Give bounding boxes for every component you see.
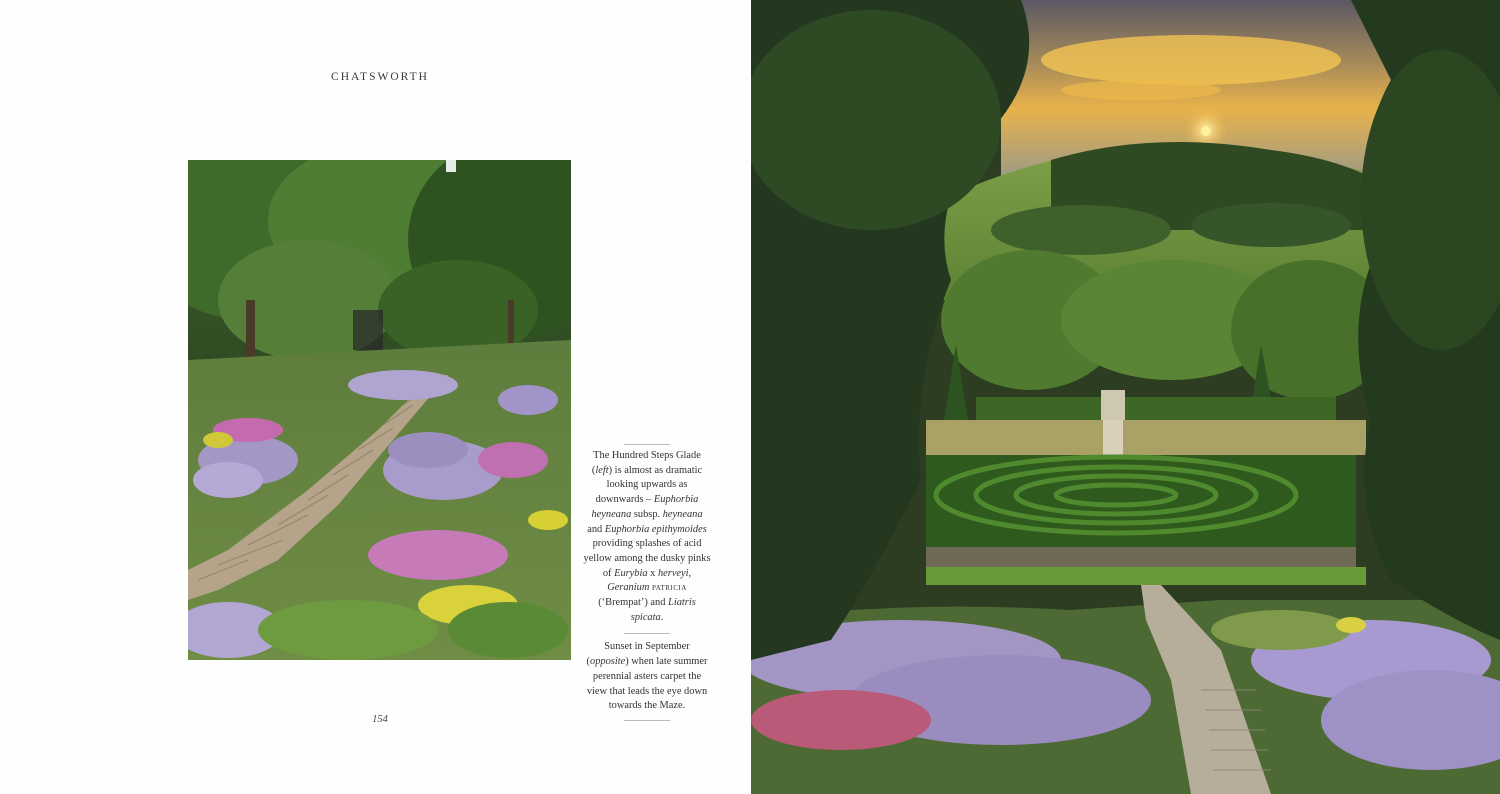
page-number: 154 (372, 714, 388, 725)
caption-rule (624, 633, 670, 634)
caption-rule (624, 444, 670, 445)
caption-block (583, 444, 711, 721)
sunset-maze-photo (751, 0, 1500, 794)
caption-sunset: Sunset in September (opposite) when late summer perennial asters carpet the view that leads the eye down towards the Maze. (586, 641, 708, 712)
caption-rule (624, 720, 670, 721)
running-head: CHATSWORTH (331, 71, 429, 83)
caption-hundred-steps: The Hundred Steps Glade (left) is almost as dramatic looking upwards as downwards – Euphorbia heyneana subsp. heyneana and Euphorbia epithymoides providing splashes of acid yellow among the dusky pinks of Eurybia x herveyi, Geranium patricia (‘Brempat’) and Liatris spicata. (583, 450, 711, 623)
hundred-steps-glade-photo (188, 160, 571, 660)
